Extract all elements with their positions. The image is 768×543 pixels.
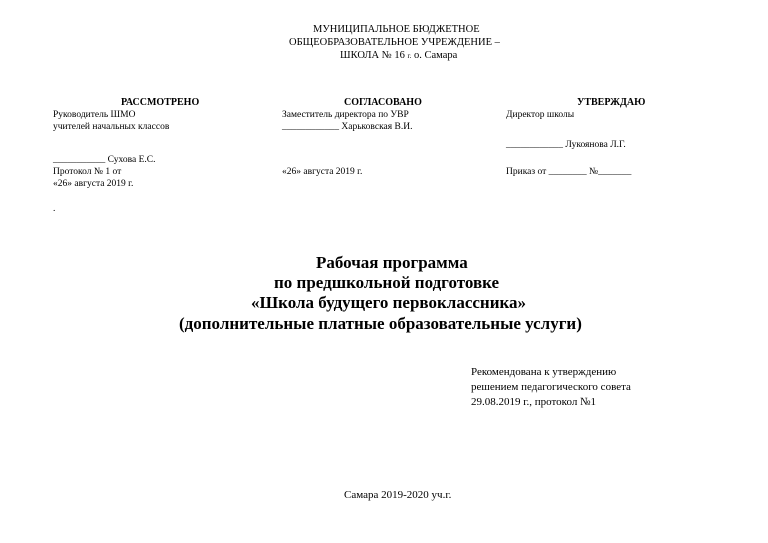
header-line-1: МУНИЦИПАЛЬНОЕ БЮДЖЕТНОЕ (313, 24, 480, 35)
considered-department: учителей начальных классов (53, 122, 170, 132)
considered-signature: ___________ Сухова Е.С. (53, 155, 156, 165)
considered-title: РАССМОТРЕНО (121, 97, 200, 108)
approved-order: Приказ от ________ №_______ (506, 167, 632, 177)
recommendation-line-1: Рекомендована к утверждению (471, 366, 617, 378)
considered-date: «26» августа 2019 г. (53, 179, 134, 189)
recommendation-line-2: решением педагогического совета (471, 381, 631, 393)
considered-position: Руководитель ШМО (53, 110, 136, 120)
stray-mark: . (53, 204, 56, 214)
header-city-abbrev: г. (407, 52, 412, 60)
recommendation-line-3: 29.08.2019 г., протокол №1 (471, 396, 597, 408)
approved-title: УТВЕРЖДАЮ (577, 97, 646, 108)
title-line-3: «Школа будущего первоклассника» (251, 293, 527, 312)
agreed-position: Заместитель директора по УВР (282, 110, 409, 120)
header-school-number: ШКОЛА № 16 (340, 50, 405, 61)
title-line-4: (дополнительные платные образовательные услуги) (179, 314, 582, 333)
header-line-2: ОБЩЕОБРАЗОВАТЕЛЬНОЕ УЧРЕЖДЕНИЕ – (289, 37, 500, 48)
agreed-signature: ____________ Харьковская В.И. (282, 122, 413, 132)
title-line-2: по предшкольной подготовке (274, 273, 500, 292)
agreed-date: «26» августа 2019 г. (282, 167, 363, 177)
agreed-title: СОГЛАСОВАНО (344, 97, 422, 108)
approved-position: Директор школы (506, 110, 575, 120)
approved-signature: ____________ Лукоянова Л.Г. (506, 140, 626, 150)
title-line-1: Рабочая программа (316, 253, 468, 272)
considered-protocol: Протокол № 1 от (53, 167, 122, 177)
header-city: о. Самара (413, 50, 458, 61)
header-line-3 (340, 49, 457, 63)
footer-city-year: Самара 2019-2020 уч.г. (344, 489, 452, 501)
